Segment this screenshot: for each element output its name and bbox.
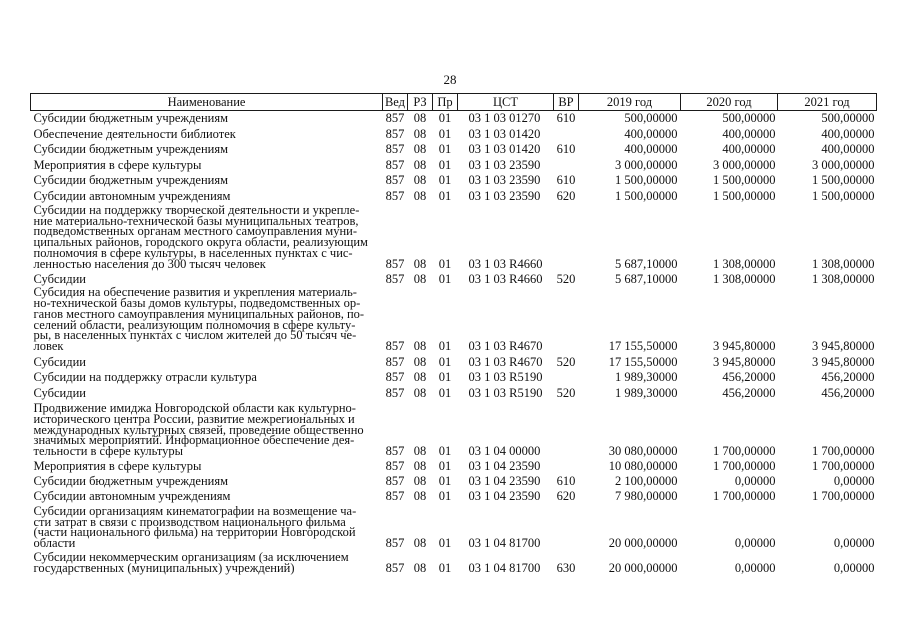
table-row <box>31 354 877 370</box>
name-cell: Субсидии бюджетным учреждениям <box>33 173 229 188</box>
ved-cell: 857 <box>385 111 405 126</box>
amount-2021-cell: 3 000,00000 <box>812 157 875 172</box>
cst-cell: 03 1 04 23590 <box>468 474 541 489</box>
pr-cell: 01 <box>438 256 452 271</box>
pr-cell: 01 <box>438 385 452 400</box>
amount-2019-cell: 1 500,00000 <box>615 173 678 188</box>
ved-cell: 857 <box>385 370 405 385</box>
amount-2019-cell: 400,00000 <box>624 126 678 141</box>
cst-cell: 03 1 03 23590 <box>468 157 541 172</box>
amount-2020-cell: 400,00000 <box>722 126 776 141</box>
ved-cell: 857 <box>385 536 405 551</box>
rz-cell: 08 <box>413 272 427 287</box>
rz-cell: 08 <box>413 354 427 369</box>
amount-2021-cell: 1 700,00000 <box>812 489 875 504</box>
rz-cell: 08 <box>413 111 427 126</box>
amount-2019-cell: 10 080,00000 <box>608 459 678 474</box>
amount-2019-cell: 1 989,30000 <box>615 385 678 400</box>
table-row <box>31 173 877 189</box>
amount-2021-cell: 3 945,80000 <box>812 339 875 354</box>
pr-cell: 01 <box>438 370 452 385</box>
vr-cell: 610 <box>556 142 576 157</box>
amount-2019-cell: 17 155,50000 <box>608 339 678 354</box>
name-cell: Субсидии бюджетным учреждениям <box>33 142 229 157</box>
vr-cell <box>554 401 579 460</box>
name-cell: Мероприятия в сфере культуры <box>33 459 202 474</box>
table-row <box>31 111 877 127</box>
rz-cell: 08 <box>413 385 427 400</box>
header-name: Наименование <box>31 94 383 111</box>
table-row <box>31 157 877 173</box>
amount-2021-cell: 456,20000 <box>821 385 875 400</box>
amount-2021-cell: 3 945,80000 <box>812 354 875 369</box>
cst-cell: 03 1 03 23590 <box>468 188 541 203</box>
amount-2021-cell: 0,00000 <box>833 561 875 576</box>
amount-2020-cell: 1 700,00000 <box>713 489 776 504</box>
vr-cell: 620 <box>556 188 576 203</box>
amount-2019-cell: 20 000,00000 <box>608 536 678 551</box>
amount-2020-cell: 0,00000 <box>734 561 776 576</box>
cst-cell: 03 1 03 01420 <box>468 126 541 141</box>
name-cell: Субсидия на обеспечение развития и укрепления материаль- но-технической базы домов культуры, подведомственных ор- ганов местного самоуправления муниципальных районов, по- селений области, реализующим полномочия в сфере культу- ры, в населенных пунктах с числом жителей до 50 тысяч че- ловек <box>33 285 365 354</box>
vr-cell <box>554 504 579 551</box>
table-row <box>31 459 877 474</box>
table-row <box>31 126 877 142</box>
cst-cell: 03 1 03 R5190 <box>468 370 543 385</box>
cst-cell: 03 1 04 81700 <box>468 536 541 551</box>
amount-2020-cell: 1 308,00000 <box>713 256 776 271</box>
table-row <box>31 287 877 354</box>
header-rz: РЗ <box>408 94 433 111</box>
rz-cell: 08 <box>413 459 427 474</box>
cst-cell: 03 1 04 81700 <box>468 561 541 576</box>
table-row <box>31 401 877 460</box>
cst-cell: 03 1 03 R5190 <box>468 385 543 400</box>
amount-2019-cell: 20 000,00000 <box>608 561 678 576</box>
name-cell: Субсидии некоммерческим организациям (за исключением государственных (муниципальных) учреждений) <box>33 550 349 576</box>
pr-cell: 01 <box>438 272 452 287</box>
rz-cell: 08 <box>413 157 427 172</box>
amount-2020-cell: 3 945,80000 <box>713 339 776 354</box>
vr-cell: 610 <box>556 173 576 188</box>
amount-2021-cell: 0,00000 <box>833 536 875 551</box>
amount-2021-cell: 456,20000 <box>821 370 875 385</box>
rz-cell: 08 <box>413 370 427 385</box>
amount-2021-cell: 1 500,00000 <box>812 188 875 203</box>
amount-2020-cell: 0,00000 <box>734 474 776 489</box>
vr-cell: 520 <box>556 354 576 369</box>
amount-2020-cell: 500,00000 <box>722 111 776 126</box>
rz-cell: 08 <box>413 142 427 157</box>
vr-cell <box>554 459 579 474</box>
ved-cell: 857 <box>385 142 405 157</box>
pr-cell: 01 <box>438 339 452 354</box>
rz-cell: 08 <box>413 489 427 504</box>
rz-cell: 08 <box>413 474 427 489</box>
cst-cell: 03 1 04 23590 <box>468 459 541 474</box>
vr-cell <box>554 157 579 173</box>
table-row <box>31 188 877 204</box>
amount-2021-cell: 400,00000 <box>821 142 875 157</box>
ved-cell: 857 <box>385 339 405 354</box>
ved-cell: 857 <box>385 561 405 576</box>
amount-2020-cell: 456,20000 <box>722 370 776 385</box>
name-cell: Субсидии организациям кинематографии на возмещение ча- сти затрат в связи с производством национального фильма (части национального фильма) на территории Новгородской области <box>33 503 357 551</box>
name-cell: Субсидии бюджетным учреждениям <box>33 111 229 126</box>
ved-cell: 857 <box>385 444 405 459</box>
ved-cell: 857 <box>385 474 405 489</box>
amount-2021-cell: 1 700,00000 <box>812 444 875 459</box>
amount-2020-cell: 456,20000 <box>722 385 776 400</box>
cst-cell: 03 1 03 23590 <box>468 173 541 188</box>
name-cell: Субсидии автономным учреждениям <box>33 489 231 504</box>
cst-cell: 03 1 03 R4670 <box>468 354 543 369</box>
amount-2019-cell: 400,00000 <box>624 142 678 157</box>
header-2020: 2020 год <box>681 94 778 111</box>
amount-2019-cell: 7 980,00000 <box>615 489 678 504</box>
amount-2019-cell: 17 155,50000 <box>608 354 678 369</box>
vr-cell <box>554 370 579 386</box>
pr-cell: 01 <box>438 126 452 141</box>
table-row <box>31 504 877 551</box>
vr-cell: 610 <box>556 111 576 126</box>
cst-cell: 03 1 04 23590 <box>468 489 541 504</box>
amount-2020-cell: 1 700,00000 <box>713 459 776 474</box>
amount-2019-cell: 1 989,30000 <box>615 370 678 385</box>
ved-cell: 857 <box>385 385 405 400</box>
cst-cell: 03 1 03 01270 <box>468 111 541 126</box>
amount-2020-cell: 0,00000 <box>734 536 776 551</box>
rz-cell: 08 <box>413 339 427 354</box>
header-2021: 2021 год <box>778 94 877 111</box>
pr-cell: 01 <box>438 142 452 157</box>
rz-cell: 08 <box>413 536 427 551</box>
rz-cell: 08 <box>413 188 427 203</box>
rz-cell: 08 <box>413 173 427 188</box>
amount-2020-cell: 1 308,00000 <box>713 272 776 287</box>
pr-cell: 01 <box>438 173 452 188</box>
amount-2019-cell: 5 687,10000 <box>615 272 678 287</box>
name-cell: Продвижение имиджа Новгородской области как культурно- исторического центра России, развитие межрегиональных и международных культурных связей, проведение общественно значимых мероприятий. Информационное обеспечение дея- тельности в сфере культуры <box>33 401 364 459</box>
ved-cell: 857 <box>385 272 405 287</box>
pr-cell: 01 <box>438 188 452 203</box>
pr-cell: 01 <box>438 157 452 172</box>
table-row <box>31 142 877 158</box>
table-row <box>31 474 877 489</box>
pr-cell: 01 <box>438 474 452 489</box>
amount-2019-cell: 5 687,10000 <box>615 256 678 271</box>
pr-cell: 01 <box>438 561 452 576</box>
table-row <box>31 370 877 386</box>
page-number: 28 <box>443 72 457 87</box>
vr-cell: 610 <box>556 474 576 489</box>
table-row <box>31 385 877 401</box>
rz-cell: 08 <box>413 126 427 141</box>
name-cell: Субсидии <box>33 385 86 400</box>
amount-2020-cell: 3 945,80000 <box>713 354 776 369</box>
ved-cell: 857 <box>385 354 405 369</box>
amount-2019-cell: 2 100,00000 <box>615 474 678 489</box>
amount-2019-cell: 1 500,00000 <box>615 188 678 203</box>
amount-2021-cell: 1 700,00000 <box>812 459 875 474</box>
cst-cell: 03 1 04 00000 <box>468 444 541 459</box>
vr-cell: 630 <box>556 561 576 576</box>
amount-2020-cell: 1 500,00000 <box>713 173 776 188</box>
amount-2019-cell: 500,00000 <box>624 111 678 126</box>
ved-cell: 857 <box>385 489 405 504</box>
amount-2020-cell: 1 500,00000 <box>713 188 776 203</box>
pr-cell: 01 <box>438 354 452 369</box>
amount-2021-cell: 1 500,00000 <box>812 173 875 188</box>
ved-cell: 857 <box>385 173 405 188</box>
rz-cell: 08 <box>413 561 427 576</box>
vr-cell <box>554 204 579 272</box>
name-cell: Субсидии бюджетным учреждениям <box>33 474 229 489</box>
cst-cell: 03 1 03 R4660 <box>468 256 543 271</box>
ved-cell: 857 <box>385 459 405 474</box>
name-cell: Обеспечение деятельности библиотек <box>33 126 236 141</box>
name-cell: Субсидии на поддержку творческой деятельности и укрепле- ние материально-технической базы муниципальных театров, подведомственных органам местного самоуправления муни- ципальных районов, городского округа области, реализующим полномочия в сфере культуры, в населенных пунктах с чис- ленностью населения до 300 тысяч человек <box>33 202 368 271</box>
header-pr: Пр <box>433 94 458 111</box>
amount-2019-cell: 3 000,00000 <box>615 157 678 172</box>
amount-2020-cell: 1 700,00000 <box>713 444 776 459</box>
ved-cell: 857 <box>385 188 405 203</box>
pr-cell: 01 <box>438 536 452 551</box>
amount-2021-cell: 1 308,00000 <box>812 272 875 287</box>
budget-table <box>30 93 877 576</box>
pr-cell: 01 <box>438 459 452 474</box>
amount-2020-cell: 400,00000 <box>722 142 776 157</box>
vr-cell: 620 <box>556 489 576 504</box>
cst-cell: 03 1 03 R4670 <box>468 339 543 354</box>
amount-2021-cell: 1 308,00000 <box>812 256 875 271</box>
table-header-row <box>31 94 877 111</box>
amount-2021-cell: 0,00000 <box>833 474 875 489</box>
header-cst: ЦСТ <box>458 94 554 111</box>
amount-2021-cell: 400,00000 <box>821 126 875 141</box>
amount-2020-cell: 3 000,00000 <box>713 157 776 172</box>
cst-cell: 03 1 03 R4660 <box>468 272 543 287</box>
header-vr: ВР <box>554 94 579 111</box>
name-cell: Субсидии <box>33 272 86 287</box>
vr-cell <box>554 287 579 354</box>
pr-cell: 01 <box>438 489 452 504</box>
vr-cell <box>554 126 579 142</box>
header-ved: Вед <box>383 94 408 111</box>
name-cell: Субсидии на поддержку отрасли культура <box>33 370 257 385</box>
rz-cell: 08 <box>413 256 427 271</box>
ved-cell: 857 <box>385 126 405 141</box>
pr-cell: 01 <box>438 444 452 459</box>
amount-2019-cell: 30 080,00000 <box>608 444 678 459</box>
header-2019: 2019 год <box>579 94 681 111</box>
rz-cell: 08 <box>413 444 427 459</box>
pr-cell: 01 <box>438 111 452 126</box>
ved-cell: 857 <box>385 256 405 271</box>
table-row <box>31 489 877 504</box>
name-cell: Мероприятия в сфере культуры <box>33 157 202 172</box>
cst-cell: 03 1 03 01420 <box>468 142 541 157</box>
table-row <box>31 204 877 272</box>
vr-cell: 520 <box>556 272 576 287</box>
name-cell: Субсидии <box>33 354 86 369</box>
vr-cell: 520 <box>556 385 576 400</box>
ved-cell: 857 <box>385 157 405 172</box>
name-cell: Субсидии автономным учреждениям <box>33 188 231 203</box>
amount-2021-cell: 500,00000 <box>821 111 875 126</box>
table-row <box>31 551 877 576</box>
